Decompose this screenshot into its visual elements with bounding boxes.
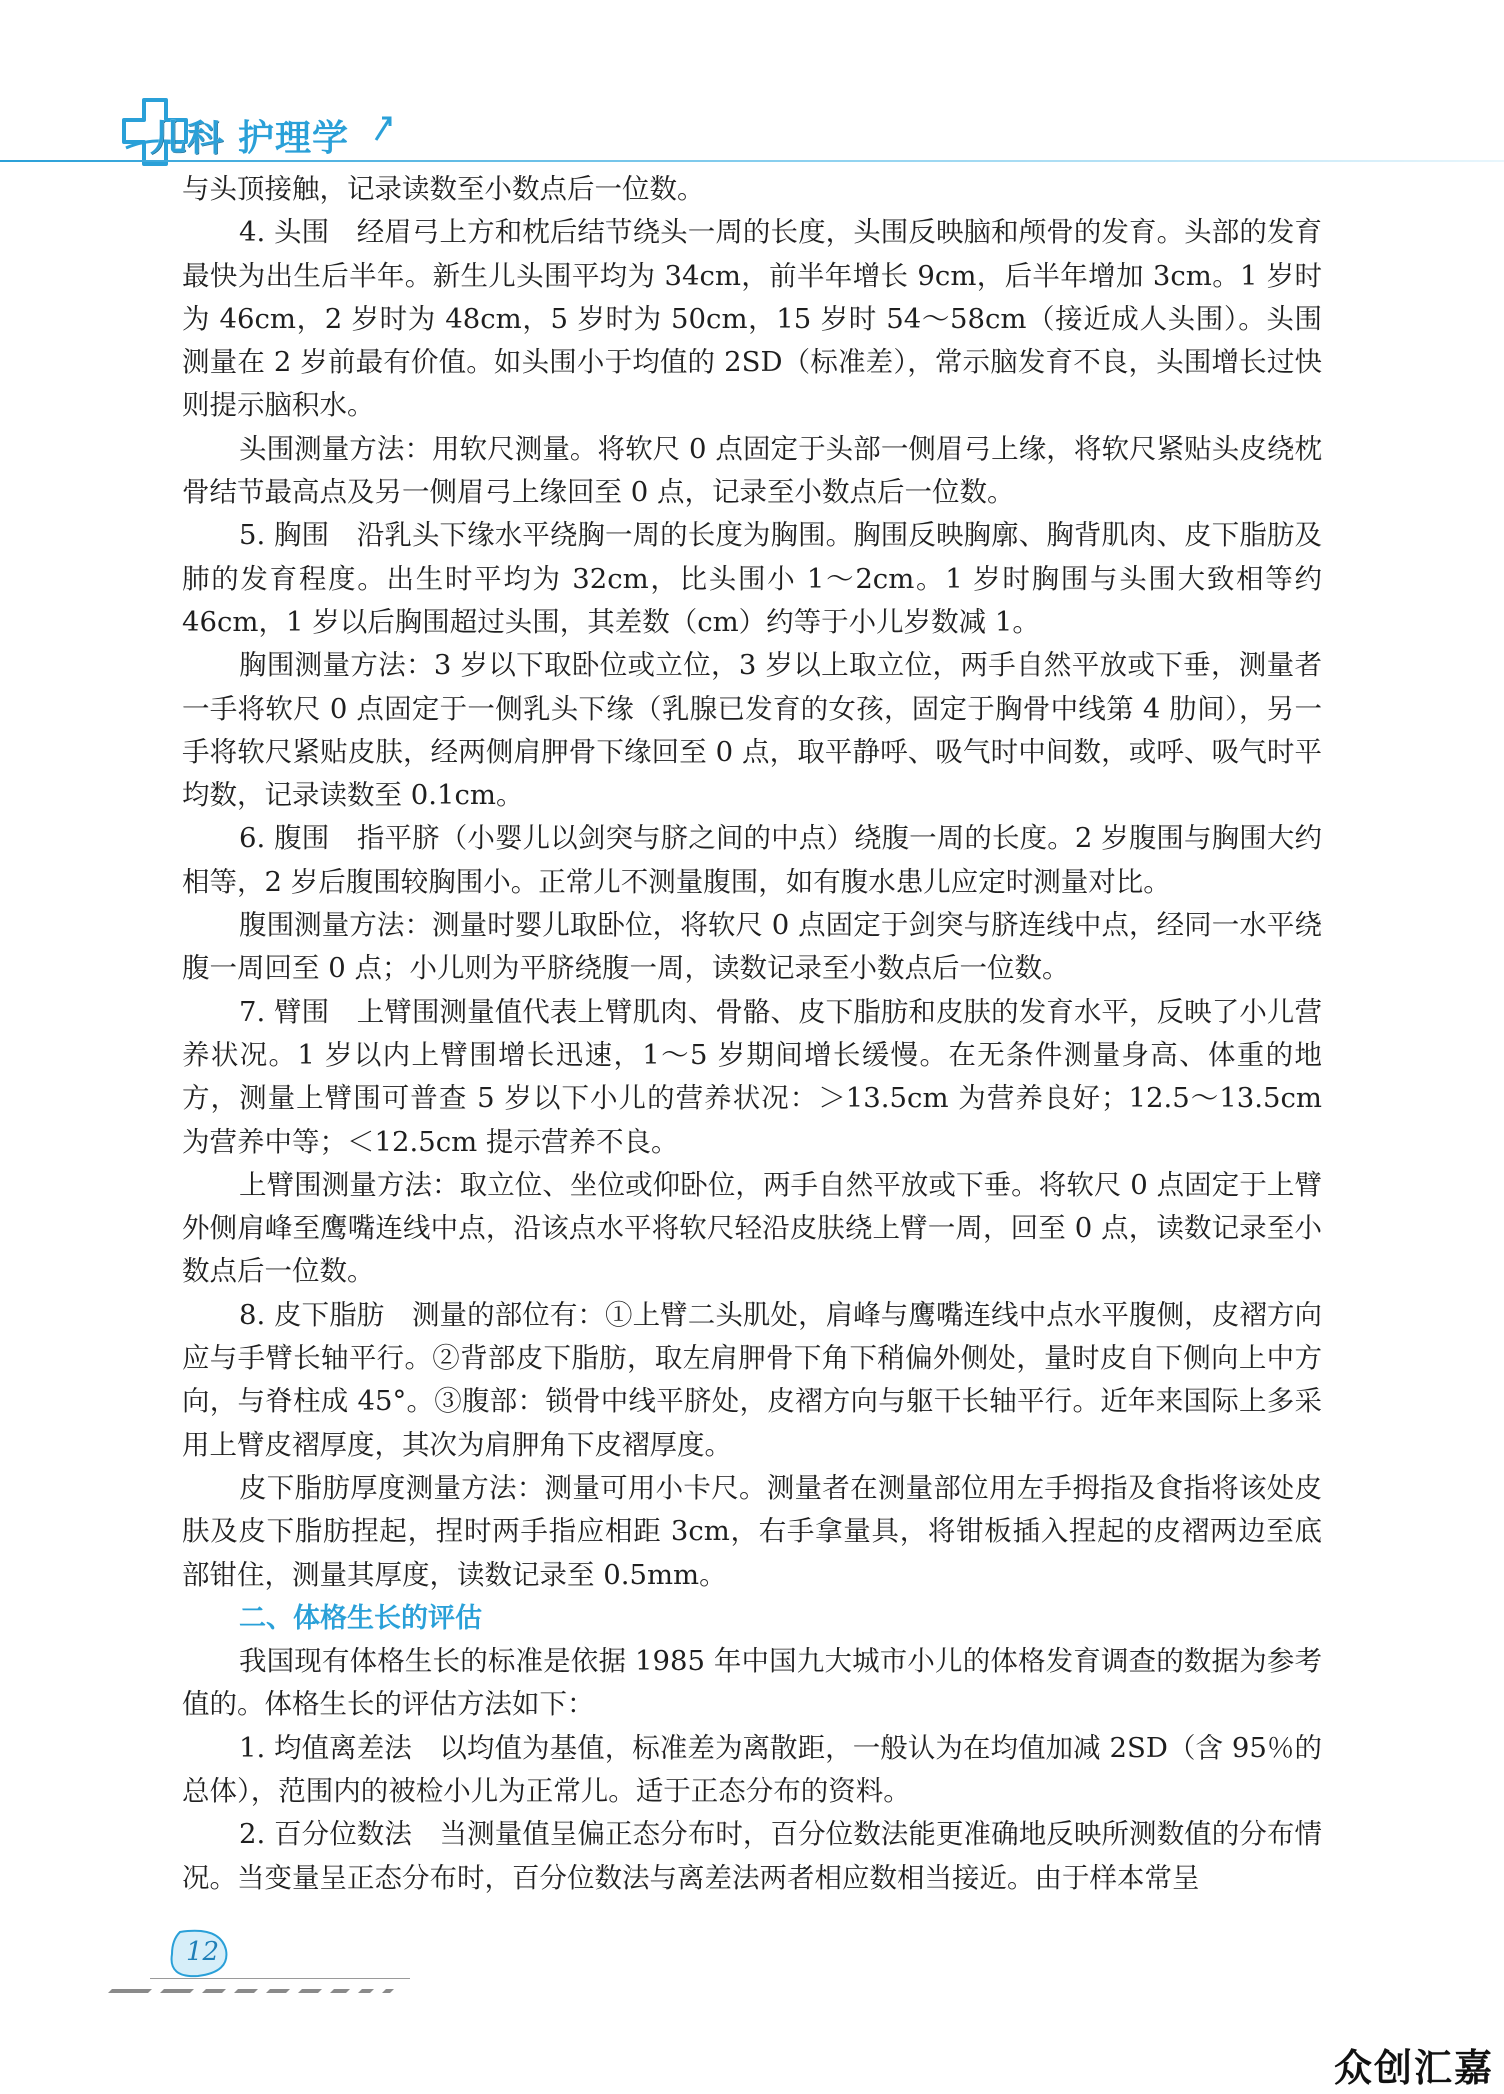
paragraph-fat-measure-method: 皮下脂肪厚度测量方法：测量可用小卡尺。测量者在测量部位用左手拇指及食指将该处皮肤及皮下脂肪捏起，捏时两手指应相距 3cm，右手拿量具，将钳板插入捏起的皮褶两边至底部钳住，测量其厚度，读数记录至 0.5mm。 xyxy=(182,1471,1322,1591)
book-title-part1: 儿科 xyxy=(150,118,225,159)
paragraph-chest-measure-method: 胸围测量方法：3 岁以下取卧位或立位，3 岁以上取立位，两手自然平放或下垂，测量者一手将软尺 0 点固定于一侧乳头下缘（乳腺已发育的女孩，固定于胸骨中线第 4 肋间），另一手将软尺紧贴皮肤，经两侧肩胛骨下缘回至 0 点，取平静呼、吸气时中间数，或呼、吸气时平均数，记录读数至 0.1cm。 xyxy=(182,649,1322,812)
arrow-up-right-icon xyxy=(372,112,396,142)
paragraph-arm-circumference: 7. 臂围 上臂围测量值代表上臂肌肉、骨骼、皮下脂肪和皮肤的发育水平，反映了小儿营养状况。1 岁以内上臂围增长迅速，1～5 岁期间增长缓慢。在无条件测量身高、体重的地方，测量上臂围可普查 5 岁以下小儿的营养状况：＞13.5cm 为营养良好；12.5～13.5cm 为营养中等；＜12.5cm 提示营养不良。 xyxy=(182,995,1322,1158)
paragraph-percentile-method: 2. 百分位数法 当测量值呈偏正态分布时，百分位数法能更准确地反映所测数值的分布情况。当变量呈正态分布时，百分位数法与离差法两者相应数相当接近。由于样本常呈 xyxy=(182,1818,1322,1894)
book-title-part2: 护理学 xyxy=(238,118,350,159)
page-header xyxy=(0,0,1504,175)
header-divider xyxy=(0,160,1504,162)
paragraph-head-measure-method: 头围测量方法：用软尺测量。将软尺 0 点固定于头部一侧眉弓上缘，将软尺紧贴头皮绕枕骨结节最高点及另一侧眉弓上缘回至 0 点，记录至小数点后一位数。 xyxy=(182,432,1322,509)
footer-dashed-line xyxy=(108,1984,468,1996)
paragraph-abdominal-measure-method: 腹围测量方法：测量时婴儿取卧位，将软尺 0 点固定于剑突与脐连线中点，经同一水平绕腹一周回至 0 点；小儿则为平脐绕腹一周，读数记录至小数点后一位数。 xyxy=(182,909,1322,985)
footer-divider xyxy=(150,1978,410,1979)
book-title xyxy=(150,110,349,161)
paragraph-abdominal-circumference: 6. 腹围 指平脐（小婴儿以剑突与脐之间的中点）绕腹一周的长度。2 岁腹围与胸围大约相等，2 岁后腹围较胸围小。正常儿不测量腹围，如有腹水患儿应定时测量对比。 xyxy=(182,822,1322,898)
page-number: 12 xyxy=(186,1937,220,1967)
paragraph-subcutaneous-fat: 8. 皮下脂肪 测量的部位有：①上臂二头肌处，肩峰与鹰嘴连线中点水平腹侧，皮褶方向应与手臂长轴平行。②背部皮下脂肪，取左肩胛骨下角下稍偏外侧处，量时皮自下侧向上中方向，与脊柱成 45°。③腹部：锁骨中线平脐处，皮褶方向与躯干长轴平行。近年来国际上多采用上臂皮褶厚度，其次为肩胛角下皮褶厚度。 xyxy=(182,1298,1322,1461)
paragraph-chest-circumference: 5. 胸围 沿乳头下缘水平绕胸一周的长度为胸围。胸围反映胸廓、胸背肌肉、皮下脂肪及肺的发育程度。出生时平均为 32cm，比头围小 1～2cm。1 岁时胸围与头围大致相等约 46cm，1 岁以后胸围超过头围，其差数（cm）约等于小儿岁数减 1。 xyxy=(182,519,1322,638)
page-body xyxy=(182,168,1322,1900)
paragraph: 与头顶接触，记录读数至小数点后一位数。 xyxy=(182,173,705,205)
watermark-text: 众创汇嘉 xyxy=(1333,2046,1494,2090)
paragraph-mean-deviation-method: 1. 均值离差法 以均值为基值，标准差为离散距，一般认为在均值加减 2SD（含 95％的总体），范围内的被检小儿为正常儿。适于正态分布的资料。 xyxy=(182,1731,1322,1807)
paragraph-head-circumference: 4. 头围 经眉弓上方和枕后结节绕头一周的长度，头围反映脑和颅骨的发育。头部的发育最快为出生后半年。新生儿头围平均为 34cm，前半年增长 9cm，后半年增加 3cm。1 岁时为 46cm，2 岁时为 48cm，5 岁时为 50cm，15 岁时 54～58cm（接近成人头围）。头围测量在 2 岁前最有价值。如头围小于均值的 2SD（标准差），常示脑发育不良，头围增长过快则提示脑积水。 xyxy=(182,216,1322,422)
paragraph-arm-measure-method: 上臂围测量方法：取立位、坐位或仰卧位，两手自然平放或下垂。将软尺 0 点固定于上臂外侧肩峰至鹰嘴连线中点，沿该点水平将软尺轻沿皮肤绕上臂一周，回至 0 点，读数记录至小数点后一位数。 xyxy=(182,1168,1322,1288)
paragraph-growth-standard: 我国现有体格生长的标准是依据 1985 年中国九大城市小儿的体格发育调查的数据为参考值的。体格生长的评估方法如下： xyxy=(182,1645,1322,1721)
section-heading: 二、体格生长的评估 xyxy=(239,1602,482,1634)
